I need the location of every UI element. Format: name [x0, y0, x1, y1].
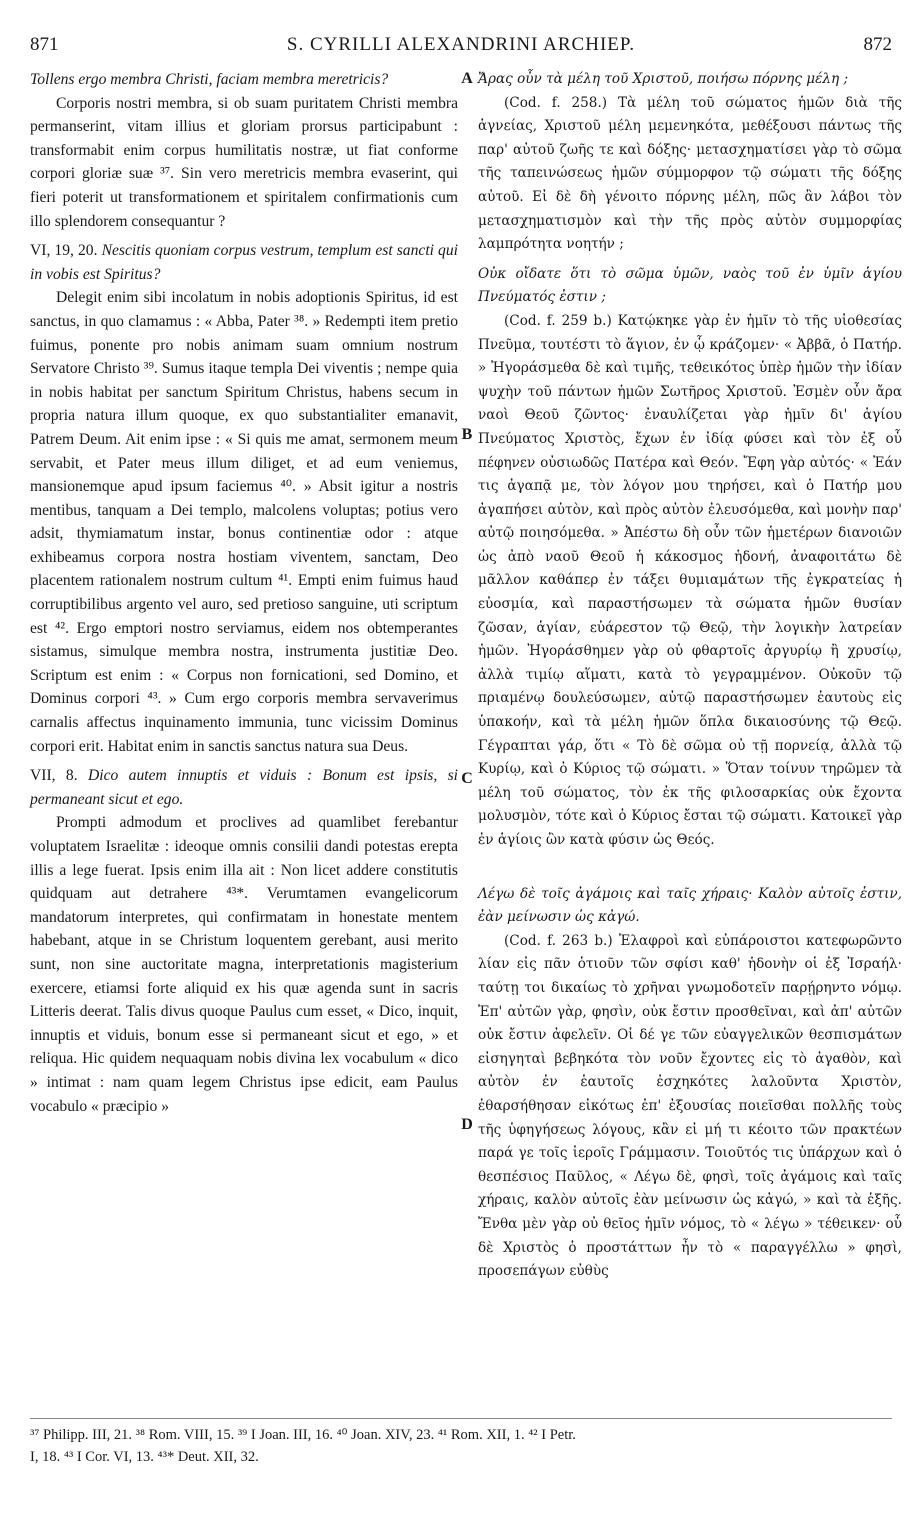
- margin-letter-b: B: [461, 426, 473, 443]
- latin-lemma-2: [30, 239, 458, 286]
- running-title: S. CYRILLI ALEXANDRINI ARCHIEP.: [286, 34, 636, 55]
- footnote-line-1: ³⁷ Philipp. III, 21. ³⁸ Rom. VIII, 15. ³⁹ I Joan. III, 16. ⁴⁰ Joan. XIV, 23. ⁴¹ Rom. XII, 1. ⁴² I Petr.: [30, 1427, 576, 1443]
- latin-lemma-2-ref: VI, 19, 20.: [30, 242, 98, 260]
- latin-lemma-1: Tollens ergo membra Christi, faciam membra meretricis?: [30, 71, 389, 88]
- margin-letter-c: C: [461, 770, 473, 787]
- latin-lemma-3-text: Dico autem innuptis et viduis : Bonum est ipsis, si permaneant sicut et ego.: [30, 767, 459, 808]
- page-header: [30, 34, 892, 58]
- greek-lemma-1: Ἄρας οὖν τὰ μέλη τοῦ Χριστοῦ, ποιήσω πόρνης μέλη ;: [478, 71, 849, 87]
- latin-lemma-3: [30, 764, 458, 811]
- margin-letter-a: A: [461, 70, 473, 87]
- latin-lemma-2-text: Nescitis quoniam corpus vestrum, templum est sancti qui in vobis est Spiritus?: [30, 242, 458, 283]
- footnotes: [30, 1424, 892, 1468]
- greek-paragraph-1: (Cod. f. 258.) Τὰ μέλη τοῦ σώματος ἡμῶν διὰ τῆς ἁγνείας, Χριστοῦ μέλη μεμενηκότα, μεθέξουσι πάντως τῆς παρ' αὐτοῦ ζωῆς τε καὶ δόξης· μετασχηματίσει γὰρ τὸ σῶμα τῆς ταπεινώσεως ἡμῶν σύμμορφον τῷ σώματι τῆς δόξης αὐτοῦ. Εἰ δὲ δὴ γένοιτο πόρνης μέλη, πῶς ἂν λάβοι τὸν μετασχηματισμὸν καὶ τὴν τῆς πρὸς αὐτὸν συμμορφίας λαμπρότητα νοητήν ;: [478, 94, 902, 253]
- latin-paragraph-2: Delegit enim sibi incolatum in nobis adoptionis Spiritus, id est sanctus, in quo clamamus : « Abba, Pater ³⁸. » Redempti item pretio fuimus, ponente pro nobis animam suam omnium nostrum Servatore Christo ³⁹. Sumus itaque templa Dei viventis ; nempe quia in nobis habitat per sanctum Spiritum Christus, habens secum in propria natura illum quoque, ex quo substantialiter emanavit, Patrem Deum. Ait enim ipse : « Si quis me amat, sermonem meum servabit, et Pater meus illum diliget, et ad eum veniemus, mansionemque apud ipsum faciemus ⁴⁰. » Absit igitur a nostris mentibus, tanquam a Dei templo, malcolens voluptas; potius vero adsit, thymiamatum instar, bonus continentiæ odor : atque exhibeamus corpora nostra hostiam viventem, sanctam, Deo placentem rationalem nostrum cultum ⁴¹. Empti enim fuimus haud corruptibilibus argento vel auro, sed pretioso sanguine, uti scriptum est ⁴². Ergo emptori nostro serviamus, eidem nos obtemperantes sistamus, simulque membra nostra, instrumenta justitiæ Deo. Scriptum est enim : « Corpus non fornicationi, sed Domino, et Dominus corpori ⁴³. » Cum ergo corporis membra servaverimus carnalis affectus inquinamento immunia, tunc vicissim Dominus corpori erit. Habitat enim in sanctis sanctus natura sua Deus.: [30, 289, 458, 755]
- page-number-left: 871: [30, 34, 59, 55]
- latin-paragraph-1: Corporis nostri membra, si ob suam puritatem Christi membra permanserint, vitam illius et gloriam prorsus participabunt : transformabit enim corpus humilitatis nostræ, ut fiat conforme corpori gloriæ suæ ³⁷. Sin vero meretricis membra evaserint, qui fieri poterit ut transformationem et spiritalem confirmationis cum illo splendorem consequantur ?: [30, 94, 458, 230]
- latin-column: [30, 68, 458, 1118]
- latin-paragraph-3: Prompti admodum et proclives ad quamlibet ferebantur voluptatem Israelitæ : ideoque omnis consilii dandi potestas erepta illis a lege fuerat. Ipsis enim illa ait : Non licet addere constitutis quidquam aut detrahere ⁴³*. Verumtamen evangelicorum mandatorum interpretes, qui confirmatam in honestate mentem habebant, atque in se Christum loquentem gerebant, ausi merito sunt, non sine auctoritate magna, interpretationis magisterium exercere, etiamsi forte aliquid ex his quæ agenda sunt in sacris Litteris deerat. Talis divus quoque Paulus cum esset, « Dico, inquit, innuptis et viduis, bonum esse si permaneant sicut et ego, » et reliqua. Hic quidem nequaquam nobis divina lex vocabulum « dico » intimat : nam quam legem Christus ipse edicit, eam Paulus vocabulo « præcipio »: [30, 814, 458, 1115]
- margin-letter-d: D: [461, 1116, 473, 1133]
- greek-paragraph-3: (Cod. f. 263 b.) Ἐλαφροὶ καὶ εὐπάροιστοι κατεφωρῶντο λίαν εἰς πᾶν ὁτιοῦν τῶν σφίσι καθ' ἡδονὴν οἱ ἐξ Ἰσραήλ· ταύτῃ τοι δικαίως τὸ χρῆναι γνωμοδοτεῖν παρῄρηντο νόμῳ. Ἐπ' αὐτῶν γὰρ, φησὶν, οὐκ ἔστιν προσθεῖναι, καὶ ἀπ' αὐτῶν οὐκ ἔστιν ἀφελεῖν. Οἱ δέ γε τῶν εὐαγγελικῶν θεσπισμάτων εἰσηγηταὶ βεβηκότα τὸν νοῦν ἔχοντες εἰς τὸ ἀγαθὸν, καὶ αὐτὸν ἐν ἑαυτοῖς ἐσχηκότες λαλοῦντα Χριστὸν, ἐθαρσήθησαν εἰκότως ἐπ' ἐξουσίας ποιεῖσθαι πολλῆς τοὺς τῆς ὑφηγήσεως λόγους, κἂν εἰ μή τι κέοιτο τῶν πρακτέων παρά γε τοῖς ἱεροῖς Γράμμασιν. Τοιοῦτός τις ὑπάρχων καὶ ὁ θεσπέσιος Παῦλος, « Λέγω δὲ, φησὶ, τοῖς ἀγάμοις καὶ ταῖς χήραις, καλὸν αὐτοῖς ἐὰν μείνωσιν ὡς κἀγώ, » καὶ τὰ ἑξῆς. Ἔνθα μὲν γὰρ οὐ θεῖος ἡμῖν νόμος, τὸ « λέγω » τέθεικεν· οὗ δὲ Χριστὸς ὁ προστάττων ἦν τὸ « παραγγέλλω » φησὶ, προσεπάγων εὐθὺς: [478, 932, 902, 1280]
- footnote-line-2: I, 18. ⁴³ I Cor. VI, 13. ⁴³* Deut. XII, 32.: [30, 1449, 259, 1465]
- greek-column: [478, 68, 902, 1284]
- footnote-divider: [30, 1418, 892, 1419]
- page-number-right: 872: [863, 34, 892, 55]
- greek-lemma-2: Οὐκ οἴδατε ὅτι τὸ σῶμα ὑμῶν, ναὸς τοῦ ἐν ὑμῖν ἁγίου Πνεύματός ἐστιν ;: [478, 265, 902, 306]
- greek-lemma-3: Λέγω δὲ τοῖς ἀγάμοις καὶ ταῖς χήραις· Καλὸν αὐτοῖς ἐστιν, ἐὰν μείνωσιν ὡς κἀγώ.: [478, 885, 902, 926]
- latin-lemma-3-ref: VII, 8.: [30, 767, 78, 785]
- greek-paragraph-2: (Cod. f. 259 b.) Κατῴκηκε γὰρ ἐν ἡμῖν τὸ τῆς υἱοθεσίας Πνεῦμα, τουτέστι τὸ ἅγιον, ἐν ᾧ κράζομεν· « Ἀββᾶ, ὁ Πατήρ. » Ἠγοράσμεθα δὲ καὶ τιμῆς, τεθεικότος ὑπὲρ ἡμῶν τὴν ἰδίαν ψυχὴν τοῦ πάντων ἡμῶν Σωτῆρος Χριστοῦ. Ἐσμὲν οὖν ἄρα ναοὶ Θεοῦ ζῶντος· ἐναυλίζεται γὰρ ἡμῖν δι' ἁγίου Πνεύματος Χριστὸς, ἔχων ἐν ἰδίᾳ φύσει καὶ τὸν ἐξ οὗ πέφηνεν οὐσιωδῶς Πατέρα καὶ Θεόν. Ἔφη γὰρ αὐτός· « Ἐάν τις ἀγαπᾷ με, τὸν λόγον μου τηρήσει, καὶ ὁ Πατήρ μου ἀγαπήσει αὐτὸν, καὶ πρὸς αὐτὸν ἐλευσόμεθα, καὶ μονὴν παρ' αὐτῷ ποιησόμεθα. » Ἀπέστω δὴ οὖν τῶν ἡμετέρων διανοιῶν ὡς ἀπὸ ναοῦ Θεοῦ ἡ κάκοσμος ἡδονή, ἀναφοιτάτω δὲ μᾶλλον καθάπερ ἐν τάξει θυμιαμάτων τῆς ἐγκρατείας ἡ εὐοσμία, καὶ παραστήσωμεν τὰ σώματα ἡμῶν θυσίαν ζῶσαν, ἁγίαν, εὐάρεστον τῷ Θεῷ, τὴν λογικὴν λατρείαν ἡμῶν. Ἠγοράσθημεν γὰρ οὐ φθαρτοῖς ἀργυρίῳ ἢ χρυσίῳ, ἀλλὰ τιμίῳ αἵματι, κατὰ τὸ γεγραμμένον. Οὐκοῦν τῷ πριαμένῳ δουλεύσωμεν, αὐτῷ παραστήσωμεν ἑαυτοὺς εἰς ὑπακοήν, καὶ τὰ μέλη ἡμῶν ὅπλα δικαιοσύνης τῷ Θεῷ. Γέγραπται γάρ, ὅτι « Τὸ δὲ σῶμα οὐ τῇ πορνείᾳ, ἀλλὰ τῷ Κυρίῳ, καὶ ὁ Κύριος τῷ σώματι. » Ὅταν τοίνυν τηρῶμεν τὰ μέλη τοῦ σώματος, τὸν ἐκ τῆς φιλοσαρκίας οὐκ ἔχοντα μολυσμὸν, τότε καὶ ὁ Κύριος ἔσται τῷ σώματι. Κατοικεῖ γὰρ ἐν ἁγίοις ὢν κατὰ φύσιν ὡς Θεός.: [478, 312, 902, 848]
